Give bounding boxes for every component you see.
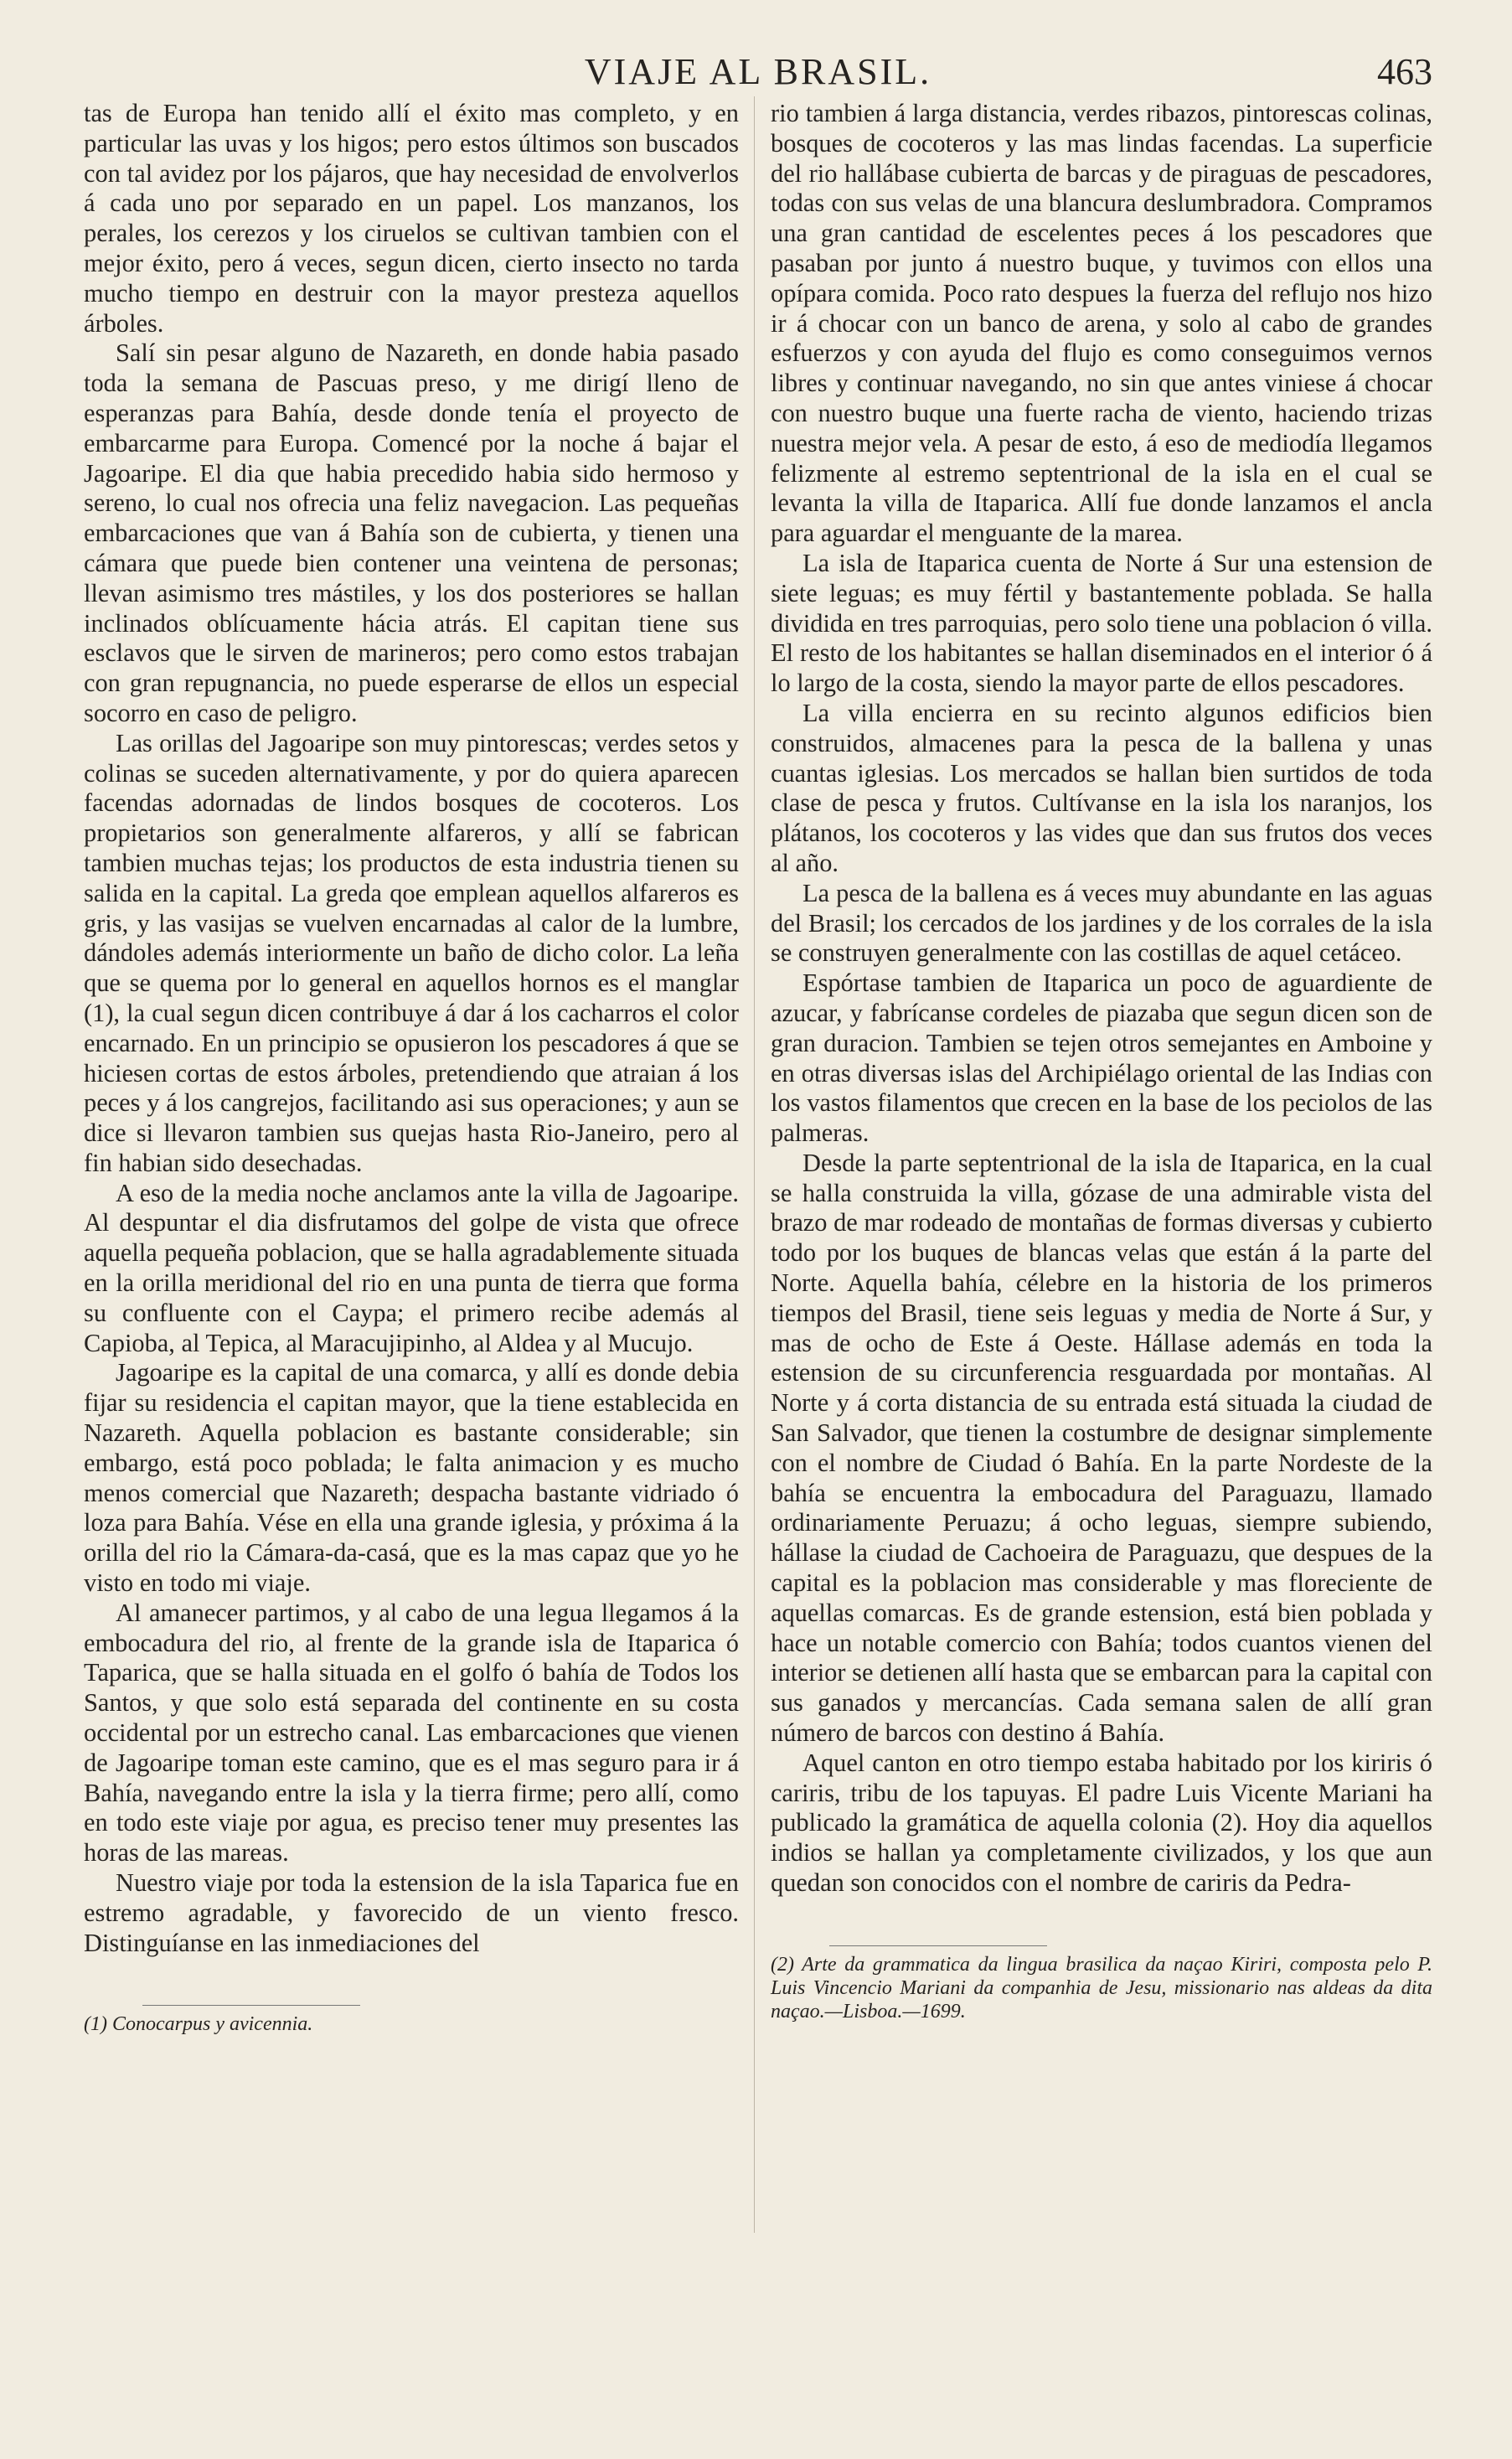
footnote-rule: [142, 2005, 360, 2006]
footnote-rule: [829, 1945, 1047, 1946]
paragraph: Nuestro viaje por toda la estension de la isla Taparica fue en estremo agradable, y favorecido de un viento fresco. Distinguíanse en las inmediaciones del: [84, 1868, 739, 1957]
running-head: [84, 50, 1432, 101]
paragraph: Desde la parte septentrional de la isla de Itaparica, en la cual se halla construida la villa, gózase de una admirable vista del brazo de mar rodeado de montañas de formas diversas y cubierto todo por los buques de blancas velas que están á la parte del Norte. Aquella bahía, célebre en la historia de los primeros tiempos del Brasil, tiene seis leguas y media de Norte á Sur, y mas de ocho de Este á Oeste. Hállase además en toda la estension de su circunferencia resguardada por montañas. Al Norte y á corta distancia de su entrada está situada la ciudad de San Salvador, que tienen la costumbre de designar simplemente con el nombre de Ciudad ó Bahía. En la parte Nordeste de la bahía se encuentra la embocadura del Paraguazu, llamado ordinariamente Peruazu; á ocho leguas, siempre subiendo, hállase la ciudad de Cachoeira de Paraguazu, que despues de la capital es la poblacion mas considerable y mas floreciente de aquellas comarcas. Es de grande estension, está bien poblada y hace un notable comercio con Bahía; todos cuantos vienen del interior se detienen allí hasta que se embarcan para la capital con sus ganados y mercancías. Cada semana salen de allí gran número de barcos con destino á Bahía.: [771, 1148, 1432, 1748]
paragraph: rio tambien á larga distancia, verdes ribazos, pintorescas colinas, bosques de cocoteros y las mas lindas facendas. La superficie del rio hallábase cubierta de barcas y de piraguas de pescadores, todas con sus velas de una blancura deslumbradora. Compramos una gran cantidad de escelentes peces á los pescadores que pasaban por junto á nuestro buque, y tuvimos con ellos una opípara comida. Poco rato despues la fuerza del reflujo nos hizo ir á chocar con un banco de arena, y solo al cabo de grandes esfuerzos y con ayuda del flujo es como conseguimos vernos libres y continuar navegando, no sin que antes viniese á chocar con nuestro buque una fuerte racha de viento, haciendo trizas nuestra mejor vela. A pesar de esto, á eso de mediodía llegamos felizmente al estremo septentrional de la isla en el cual se levanta la villa de Itaparica. Allí fue donde lanzamos el ancla para aguardar el menguante de la marea.: [771, 99, 1432, 548]
right-column: [771, 99, 1432, 2023]
column-divider: [754, 96, 755, 2233]
paragraph: tas de Europa han tenido allí el éxito mas completo, y en particular las uvas y los higos; pero estos últimos son buscados con tal avidez por los pájaros, que hay necesidad de envolverlos á cada uno por separado en un papel. Los manzanos, los perales, los cerezos y los ciruelos se cultivan tambien con el mejor éxito, pero á veces, segun dicen, cierto insecto no tarda mucho tiempo en destruir con la mayor presteza aquellos árboles.: [84, 99, 739, 338]
paragraph: Aquel canton en otro tiempo estaba habitado por los kiriris ó cariris, tribu de los tapuyas. El padre Luis Vicente Mariani ha publicado la gramática de aquella colonia (2). Hoy dia aquellos indios se hallan ya completamente civilizados, y los que aun quedan son conocidos con el nombre de cariris da Pedra-: [771, 1748, 1432, 1898]
paragraph: Jagoaripe es la capital de una comarca, y allí es donde debia fijar su residencia el capitan mayor, que la tiene establecida en Nazareth. Aquella poblacion es bastante considerable; sin embargo, está poco poblada; le falta animacion y es mucho menos comercial que Nazareth; despacha bastante vidriado ó loza para Bahía. Vése en ella una grande iglesia, y próxima á la orilla del rio la Cámara-da-casá, que es la mas capaz que yo he visto en todo mi viaje.: [84, 1358, 739, 1598]
paragraph: La pesca de la ballena es á veces muy abundante en las aguas del Brasil; los cercados de los jardines y de los corrales de la isla se construyen generalmente con las costillas de aquel cetáceo.: [771, 878, 1432, 968]
paragraph: Salí sin pesar alguno de Nazareth, en donde habia pasado toda la semana de Pascuas preso, y me dirigí lleno de esperanzas para Bahía, desde donde tenía el proyecto de embarcarme para Europa. Comencé por la noche á bajar el Jagoaripe. El dia que habia precedido habia sido hermoso y sereno, lo cual nos ofrecia una feliz navegacion. Las pequeñas embarcaciones que van á Bahía son de cubierta, y tienen una cámara que puede bien contener una veintena de personas; llevan asimismo tres mástiles, y los dos posteriores se hallan inclinados oblícuamente hácia atrás. El capitan tiene sus esclavos que le sirven de marineros; pero como estos trabajan con gran repugnancia, no puede esperarse de ellos un especial socorro en caso de peligro.: [84, 338, 739, 727]
paragraph: Al amanecer partimos, y al cabo de una legua llegamos á la embocadura del rio, al frente de la grande isla de Itaparica ó Taparica, que se halla situada en el golfo ó bahía de Todos los Santos, y que solo está separada del continente en su costa occidental por un estrecho canal. Las embarcaciones que vienen de Jagoaripe toman este camino, que es el mas seguro para ir á Bahía, navegando entre la isla y la tierra firme; pero allí, como en todo este viaje por agua, es preciso tener muy presentes las horas de las mareas.: [84, 1598, 739, 1867]
paragraph: Las orillas del Jagoaripe son muy pintorescas; verdes setos y colinas se suceden alternativamente, y por do quiera aparecen facendas adornadas de lindos bosques de cocoteros. Los propietarios son generalmente alfareros, y allí se fabrican tambien muchas tejas; los productos de esta industria tienen su salida en la capital. La greda qoe emplean aquellos alfareros es gris, y las vasijas se vuelven encarnadas al calor de la lumbre, dándoles además interiormente un baño de dicho color. La leña que se quema por lo general en aquellos hornos es el manglar (1), la cual segun dicen contribuye á dar á los cacharros el color encarnado. En un principio se opusieron los pescadores á que se hiciesen cortas de estos árboles, pretendiendo que atraian á los peces y á los cangrejos, facilitando asi sus operaciones; y aun se dice si llevaron tambien sus quejas hasta Rio-Janeiro, pero al fin habian sido desechadas.: [84, 728, 739, 1177]
left-column: [84, 99, 739, 2036]
paragraph: A eso de la media noche anclamos ante la villa de Jagoaripe. Al despuntar el dia disfrutamos del golpe de vista que ofrece aquella pequeña poblacion, que se halla agradablemente situada en la orilla meridional del rio en una punta de tierra que forma su confluente con el Caypa; el primero recibe además al Capioba, al Tepica, al Maracujipinho, al Aldea y al Mucujo.: [84, 1178, 739, 1357]
footnote: (1) Conocarpus y avicennia.: [84, 2013, 313, 2036]
running-title: VIAJE AL BRASIL.: [584, 51, 932, 92]
paragraph: La villa encierra en su recinto algunos edificios bien construidos, almacenes para la pesca de la ballena y unas cuantas iglesias. Los mercados se hallan bien surtidos de toda clase de pesca y frutos. Cultívanse en la isla los naranjos, los plátanos, los cocoteros y las vides que dan sus frutos dos veces al año.: [771, 698, 1432, 877]
page-number: 463: [1377, 51, 1432, 92]
paragraph: Espórtase tambien de Itaparica un poco de aguardiente de azucar, y fabrícanse cordeles de piazaba que segun dicen son de gran duracion. Tambien se tejen otros semejantes en Amboine y en otras diversas islas del Archipiélago oriental de las Indias con los vastos filamentos que crecen en la base de los peciolos de las palmeras.: [771, 969, 1432, 1148]
paragraph: La isla de Itaparica cuenta de Norte á Sur una estension de siete leguas; es muy fértil y bastantemente poblada. Se halla dividida en tres parroquias, pero solo tiene una poblacion ó villa. El resto de los habitantes se hallan diseminados en el interior ó á lo largo de la costa, siendo la mayor parte de ellos pescadores.: [771, 548, 1432, 698]
footnote: (2) Arte da grammatica da lingua brasilica da naçao Kiriri, composta pelo P. Luis Vincencio Mariani da companhia de Jesu, missionario nas aldeas da dita naçao.—Lisboa.—1699.: [771, 1953, 1432, 2022]
